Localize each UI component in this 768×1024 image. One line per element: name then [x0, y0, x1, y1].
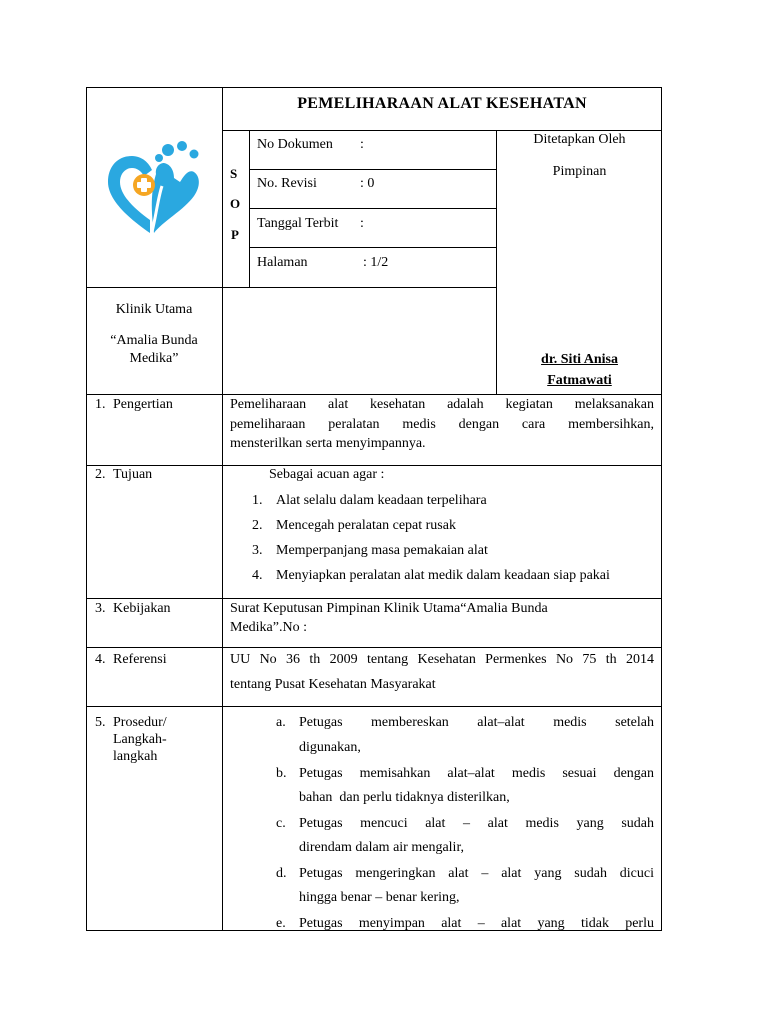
- tujuan-intro: Sebagai acuan agar :: [269, 467, 385, 482]
- list-item-cont: hingga benar – benar kering,: [299, 890, 460, 905]
- sop-letter-o: O: [230, 196, 241, 211]
- section-num: 4.: [95, 652, 106, 667]
- section-label-tujuan: Tujuan: [113, 467, 153, 482]
- section-label-prosedur: langkah: [113, 749, 158, 764]
- clinic-name-line2: “Amalia Bunda: [110, 333, 198, 348]
- list-item: Petugas memisahkan alat–alat medis sesuai dengan: [299, 766, 654, 781]
- approval-label: Ditetapkan Oleh: [533, 132, 626, 147]
- list-item: Petugas menyimpan alat – alat yang tidak perlu: [299, 916, 654, 931]
- sop-letter-p: P: [231, 227, 239, 242]
- clinic-name-line3: Medika”: [129, 351, 179, 366]
- list-item-letter: e.: [276, 916, 286, 931]
- referensi-line: tentang Pusat Kesehatan Masyarakat: [230, 677, 436, 692]
- pengertian-line: Pemeliharaan alat kesehatan adalah kegiatan melaksanakan: [230, 397, 654, 412]
- list-item: Petugas mencuci alat – alat medis yang sudah: [299, 816, 654, 831]
- list-item: Mencegah peralatan cepat rusak: [276, 518, 456, 533]
- list-item-letter: a.: [276, 715, 286, 730]
- field-label-halaman: Halaman: [257, 255, 308, 270]
- section-label-kebijakan: Kebijakan: [113, 601, 171, 616]
- clinic-logo-icon: [104, 136, 204, 236]
- kebijakan-line: Medika”.No :: [230, 620, 307, 635]
- approver-name-line2: Fatmawati: [547, 373, 612, 388]
- list-item-number: 1.: [252, 493, 263, 508]
- field-value-halaman: : 1/2: [363, 255, 389, 270]
- section-label-referensi: Referensi: [113, 652, 167, 667]
- list-item-cont: direndam dalam air mengalir,: [299, 840, 465, 855]
- list-item: Memperpanjang masa pemakaian alat: [276, 543, 488, 558]
- sop-letter-s: S: [230, 166, 238, 181]
- list-item-number: 4.: [252, 568, 263, 583]
- section-num: 3.: [95, 601, 106, 616]
- field-label-tanggal-terbit: Tanggal Terbit: [257, 216, 339, 231]
- approval-role: Pimpinan: [552, 164, 607, 179]
- field-value-tanggal-terbit: :: [360, 216, 364, 231]
- section-num: 2.: [95, 467, 106, 482]
- kebijakan-line: Surat Keputusan Pimpinan Klinik Utama“Amalia Bunda: [230, 601, 548, 616]
- pengertian-line: mensterilkan serta menyimpannya.: [230, 436, 426, 451]
- pengertian-line: pemeliharaan peralatan medis dengan cara membersihkan,: [230, 417, 654, 432]
- approver-name-line1: dr. Siti Anisa: [541, 352, 618, 367]
- section-label-pengertian: Pengertian: [113, 397, 173, 412]
- list-item: Alat selalu dalam keadaan terpelihara: [276, 493, 487, 508]
- list-item-letter: d.: [276, 866, 287, 881]
- clinic-name-line1: Klinik Utama: [115, 302, 193, 317]
- section-num: 5.: [95, 715, 106, 730]
- list-item-number: 2.: [252, 518, 263, 533]
- section-label-prosedur: Langkah-: [113, 732, 167, 747]
- list-item: Petugas membereskan alat–alat medis setelah: [299, 715, 654, 730]
- list-item-letter: b.: [276, 766, 287, 781]
- list-item: Petugas mengeringkan alat – alat yang sudah dicuci: [299, 866, 654, 881]
- field-value-no-revisi: : 0: [360, 176, 375, 191]
- list-item-cont: digunakan,: [299, 740, 361, 755]
- field-value-no-dokumen: :: [360, 137, 364, 152]
- field-label-no-dokumen: No Dokumen: [257, 137, 333, 152]
- list-item: Menyiapkan peralatan alat medik dalam keadaan siap pakai: [276, 568, 610, 583]
- section-label-prosedur: Prosedur/: [113, 715, 167, 730]
- document-title: PEMELIHARAAN ALAT KESEHATAN: [297, 95, 587, 112]
- field-label-no-revisi: No. Revisi: [257, 176, 317, 191]
- list-item-cont: bahan dan perlu tidaknya disterilkan,: [299, 790, 510, 805]
- list-item-letter: c.: [276, 816, 286, 831]
- referensi-line: UU No 36 th 2009 tentang Kesehatan Permenkes No 75 th 2014: [230, 652, 654, 667]
- list-item-number: 3.: [252, 543, 263, 558]
- section-num: 1.: [95, 397, 106, 412]
